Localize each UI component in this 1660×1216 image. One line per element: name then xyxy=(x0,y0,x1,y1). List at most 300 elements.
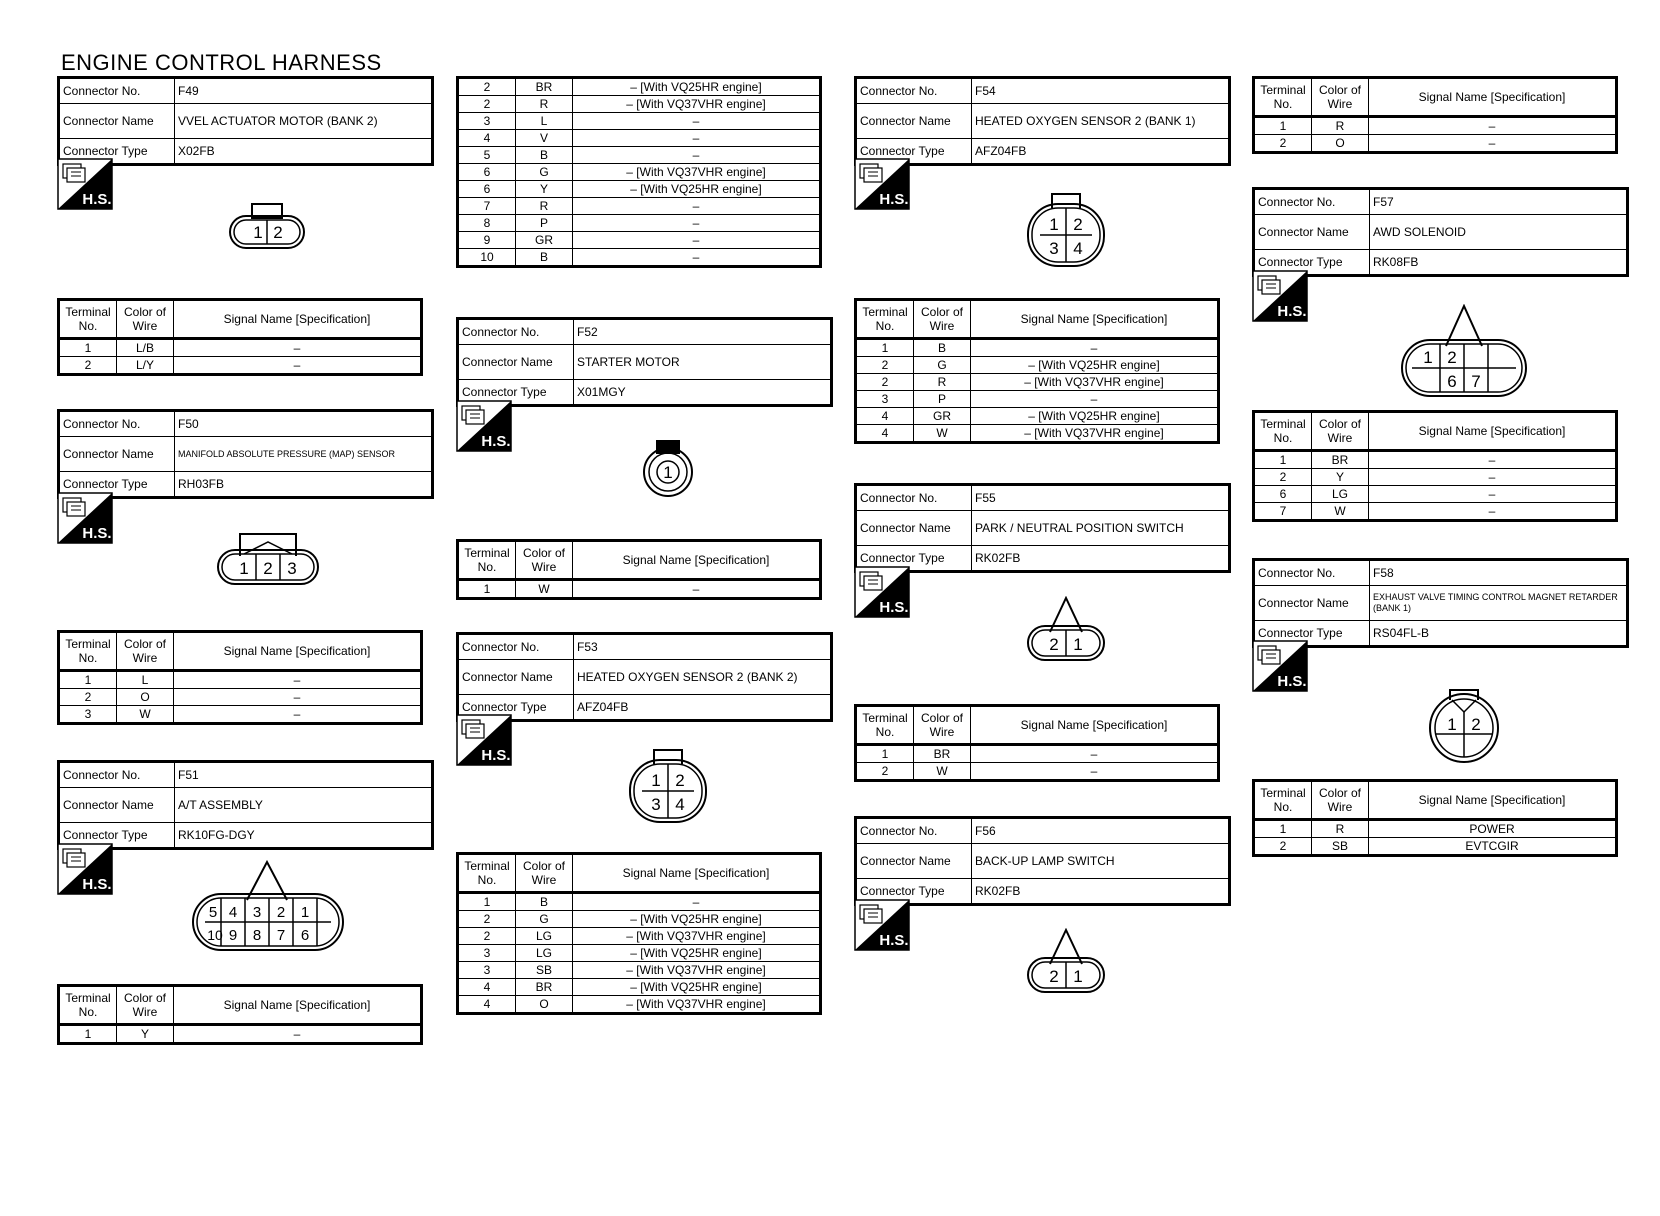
terminal-cell: 6 xyxy=(1254,486,1312,503)
f51-connector-no: F51 xyxy=(175,762,433,788)
wire-color-cell: LG xyxy=(516,928,573,945)
connector-type-label: Connector Type xyxy=(458,380,574,406)
connector-type-label: Connector Type xyxy=(59,139,175,165)
f57-signal-table xyxy=(1252,410,1618,522)
table-row xyxy=(458,945,821,962)
terminal-cell: 1 xyxy=(856,745,914,763)
connector-no-label: Connector No. xyxy=(458,634,574,660)
f54-connector-info xyxy=(854,76,1231,166)
hs-label: H.S. xyxy=(1277,673,1307,690)
hs-harness-side-icon xyxy=(57,843,113,895)
wire-color-cell: W xyxy=(516,580,573,599)
table-row xyxy=(458,962,821,979)
f52-connector-no: F52 xyxy=(574,319,832,345)
pin-label: 2 xyxy=(273,223,283,242)
signal-cell: – xyxy=(573,113,821,130)
hs-harness-side-icon xyxy=(854,566,910,618)
pin-label: 1 xyxy=(1447,715,1457,734)
signal-cell: – xyxy=(174,357,422,375)
table-row xyxy=(458,911,821,928)
terminal-cell: 2 xyxy=(59,357,117,375)
terminal-cell: 9 xyxy=(458,232,516,249)
wire-color-cell: Y xyxy=(1312,469,1369,486)
pin-label: 3 xyxy=(252,904,262,921)
wire-color-cell: B xyxy=(516,893,573,911)
wire-color-cell: R xyxy=(516,198,573,215)
pin-label: 1 xyxy=(300,904,310,921)
table-row xyxy=(59,357,422,375)
f55-signal-table xyxy=(854,704,1220,782)
wire-color-cell: GR xyxy=(516,232,573,249)
connector-name-label: Connector Name xyxy=(59,104,175,139)
table-row xyxy=(458,249,821,267)
terminal-cell: 5 xyxy=(458,147,516,164)
terminal-cell: 1 xyxy=(1254,117,1312,135)
f50-connector-info xyxy=(57,409,434,499)
f56-connector-type: RK02FB xyxy=(972,879,1230,905)
terminal-cell: 1 xyxy=(59,339,117,357)
terminal-cell: 2 xyxy=(856,374,914,391)
f58-connector-no: F58 xyxy=(1370,560,1628,586)
pin-label: 4 xyxy=(675,795,685,814)
f53-signal-table xyxy=(456,852,822,1015)
terminal-cell: 2 xyxy=(1254,838,1312,856)
pin-label: 6 xyxy=(1447,372,1457,391)
table-row xyxy=(458,928,821,945)
terminal-cell: 1 xyxy=(1254,451,1312,469)
connector-name-label: Connector Name xyxy=(856,844,972,879)
terminal-cell: 4 xyxy=(458,996,516,1014)
signal-cell: – xyxy=(174,671,422,689)
f55-connector-name: PARK / NEUTRAL POSITION SWITCH xyxy=(972,511,1230,546)
pin-label: 7 xyxy=(1471,372,1481,391)
f53-connector-type: AFZ04FB xyxy=(574,695,832,721)
pin-label: 1 xyxy=(253,223,263,242)
signal-cell: POWER xyxy=(1369,820,1617,838)
terminal-cell: 4 xyxy=(458,130,516,147)
wire-color-cell: R xyxy=(914,374,971,391)
signal-cell: – [With VQ37VHR engine] xyxy=(971,374,1219,391)
table-row xyxy=(458,996,821,1014)
signal-cell: – [With VQ37VHR engine] xyxy=(971,425,1219,443)
table-row xyxy=(458,130,821,147)
wire-color-cell: G xyxy=(516,164,573,181)
connector-type-label: Connector Type xyxy=(1254,621,1370,647)
table-row xyxy=(458,232,821,249)
connector-type-label: Connector Type xyxy=(59,823,175,849)
signal-cell: – xyxy=(1369,469,1617,486)
f57-connector-no: F57 xyxy=(1370,189,1628,215)
pin-label: 1 xyxy=(1073,635,1083,654)
signal-cell: – [With VQ25HR engine] xyxy=(573,181,821,198)
terminal-cell: 2 xyxy=(458,78,516,96)
pin-label: 2 xyxy=(1049,967,1059,986)
pin-label: 2 xyxy=(1447,348,1457,367)
f56-connector-no: F56 xyxy=(972,818,1230,844)
wire-color-cell: Y xyxy=(516,181,573,198)
connector-no-label: Connector No. xyxy=(856,78,972,104)
hs-label: H.S. xyxy=(1277,303,1307,320)
signal-cell: – [With VQ37VHR engine] xyxy=(573,996,821,1014)
terminal-cell: 3 xyxy=(458,945,516,962)
signal-cell: – xyxy=(174,706,422,724)
connector-type-label: Connector Type xyxy=(856,546,972,572)
color-of-wire-header: Color of Wire xyxy=(1312,781,1369,820)
color-of-wire-header: Color of Wire xyxy=(914,300,971,339)
f52-connector-name: STARTER MOTOR xyxy=(574,345,832,380)
terminal-cell: 2 xyxy=(1254,135,1312,153)
wire-color-cell: O xyxy=(1312,135,1369,153)
connector-type-label: Connector Type xyxy=(59,472,175,498)
f57-connector-name: AWD SOLENOID xyxy=(1370,215,1628,250)
terminal-cell: 4 xyxy=(856,425,914,443)
color-of-wire-header: Color of Wire xyxy=(117,300,174,339)
wire-color-cell: W xyxy=(1312,503,1369,521)
terminal-cell: 2 xyxy=(458,96,516,113)
table-row xyxy=(856,339,1219,357)
pin-label: 2 xyxy=(263,559,273,578)
signal-name-header: Signal Name [Specification] xyxy=(971,706,1219,745)
wire-color-cell: G xyxy=(516,911,573,928)
signal-cell: – xyxy=(971,763,1219,781)
signal-cell: – [With VQ37VHR engine] xyxy=(573,164,821,181)
hs-label: H.S. xyxy=(82,191,112,208)
table-row xyxy=(59,689,422,706)
wire-color-cell: B xyxy=(516,249,573,267)
f58-connector-face xyxy=(1422,688,1506,764)
wire-color-cell: P xyxy=(516,215,573,232)
table-row xyxy=(59,339,422,357)
signal-cell: – [With VQ25HR engine] xyxy=(971,408,1219,425)
wire-color-cell: GR xyxy=(914,408,971,425)
hs-label: H.S. xyxy=(481,747,511,764)
wire-color-cell: R xyxy=(1312,820,1369,838)
signal-cell: – [With VQ25HR engine] xyxy=(573,911,821,928)
signal-cell: – [With VQ25HR engine] xyxy=(573,979,821,996)
connector-name-label: Connector Name xyxy=(856,104,972,139)
pin-label: 3 xyxy=(287,559,297,578)
signal-name-header: Signal Name [Specification] xyxy=(573,541,821,580)
signal-cell: – xyxy=(971,745,1219,763)
connector-no-label: Connector No. xyxy=(1254,189,1370,215)
table-row xyxy=(856,357,1219,374)
f57-connector-face xyxy=(1400,304,1528,398)
f53-connector-no: F53 xyxy=(574,634,832,660)
page-title: ENGINE CONTROL HARNESS xyxy=(61,50,382,75)
color-of-wire-header: Color of Wire xyxy=(516,541,573,580)
wire-color-cell: BR xyxy=(516,979,573,996)
color-of-wire-header: Color of Wire xyxy=(914,706,971,745)
signal-cell: – [With VQ37VHR engine] xyxy=(573,928,821,945)
signal-name-header: Signal Name [Specification] xyxy=(174,632,422,671)
f49-connector-name: VVEL ACTUATOR MOTOR (BANK 2) xyxy=(175,104,433,139)
hs-harness-side-icon xyxy=(1252,270,1308,322)
connector-no-label: Connector No. xyxy=(458,319,574,345)
terminal-no-header: Terminal No. xyxy=(59,632,117,671)
wire-color-cell: SB xyxy=(516,962,573,979)
pin-label: 4 xyxy=(1073,239,1083,258)
f49-signal-table xyxy=(57,298,423,376)
wire-color-cell: G xyxy=(914,357,971,374)
f56-connector-face xyxy=(1026,928,1106,996)
f50-connector-name: MANIFOLD ABSOLUTE PRESSURE (MAP) SENSOR xyxy=(175,437,433,472)
hs-harness-side-icon xyxy=(1252,640,1308,692)
terminal-cell: 3 xyxy=(458,962,516,979)
signal-cell: – [With VQ25HR engine] xyxy=(573,945,821,962)
wire-color-cell: R xyxy=(1312,117,1369,135)
hs-harness-side-icon xyxy=(57,492,113,544)
terminal-cell: 7 xyxy=(458,198,516,215)
terminal-cell: 2 xyxy=(458,928,516,945)
wire-color-cell: P xyxy=(914,391,971,408)
signal-name-header: Signal Name [Specification] xyxy=(174,300,422,339)
color-of-wire-header: Color of Wire xyxy=(117,632,174,671)
connector-no-label: Connector No. xyxy=(59,411,175,437)
table-row xyxy=(1254,503,1617,521)
hs-harness-side-icon xyxy=(854,899,910,951)
pin-label: 1 xyxy=(1423,348,1433,367)
signal-cell: – xyxy=(573,580,821,599)
terminal-cell: 4 xyxy=(458,979,516,996)
signal-cell: – [With VQ37VHR engine] xyxy=(573,96,821,113)
connector-name-label: Connector Name xyxy=(59,788,175,823)
f53-connector-info xyxy=(456,632,833,722)
table-row xyxy=(59,1025,422,1044)
pin-label: 1 xyxy=(1073,967,1083,986)
wire-color-cell: BR xyxy=(1312,451,1369,469)
terminal-cell: 3 xyxy=(59,706,117,724)
terminal-cell: 1 xyxy=(1254,820,1312,838)
table-row xyxy=(458,580,821,599)
signal-cell: – xyxy=(573,232,821,249)
signal-cell: – xyxy=(1369,486,1617,503)
f51-connector-face xyxy=(191,858,347,954)
connector-no-label: Connector No. xyxy=(59,762,175,788)
signal-cell: – xyxy=(573,893,821,911)
hs-label: H.S. xyxy=(82,876,112,893)
terminal-no-header: Terminal No. xyxy=(59,986,117,1025)
terminal-cell: 8 xyxy=(458,215,516,232)
pin-label: 4 xyxy=(228,904,238,921)
table-row xyxy=(458,215,821,232)
pin-label: 10 xyxy=(207,927,223,943)
f49-connector-face xyxy=(228,200,308,254)
terminal-no-header: Terminal No. xyxy=(1254,78,1312,117)
pin-label: 2 xyxy=(675,771,685,790)
pin-label: 3 xyxy=(1049,239,1059,258)
wire-color-cell: SB xyxy=(1312,838,1369,856)
signal-name-header: Signal Name [Specification] xyxy=(1369,781,1617,820)
table-row xyxy=(856,374,1219,391)
f55-connector-info xyxy=(854,483,1231,573)
pin-label: 1 xyxy=(239,559,249,578)
table-row xyxy=(1254,451,1617,469)
terminal-cell: 2 xyxy=(856,763,914,781)
f49-connector-no: F49 xyxy=(175,78,433,104)
hs-label: H.S. xyxy=(481,433,511,450)
f56-connector-info xyxy=(854,816,1231,906)
terminal-no-header: Terminal No. xyxy=(458,854,516,893)
f51-connector-name: A/T ASSEMBLY xyxy=(175,788,433,823)
f54-connector-type: AFZ04FB xyxy=(972,139,1230,165)
f54-connector-name: HEATED OXYGEN SENSOR 2 (BANK 1) xyxy=(972,104,1230,139)
f50-connector-no: F50 xyxy=(175,411,433,437)
hs-label: H.S. xyxy=(82,525,112,542)
signal-name-header: Signal Name [Specification] xyxy=(573,854,821,893)
terminal-no-header: Terminal No. xyxy=(1254,781,1312,820)
color-of-wire-header: Color of Wire xyxy=(1312,412,1369,451)
table-row xyxy=(458,164,821,181)
terminal-cell: 3 xyxy=(458,113,516,130)
f58-connector-name: EXHAUST VALVE TIMING CONTROL MAGNET RETARDER (BANK 1) xyxy=(1370,586,1628,621)
wire-color-cell: L xyxy=(117,671,174,689)
table-row xyxy=(856,763,1219,781)
f53-connector-face xyxy=(628,746,708,824)
terminal-cell: 1 xyxy=(59,671,117,689)
table-row xyxy=(1254,838,1617,856)
signal-cell: – xyxy=(573,147,821,164)
connector-no-label: Connector No. xyxy=(1254,560,1370,586)
f50-signal-table xyxy=(57,630,423,725)
wire-color-cell: Y xyxy=(117,1025,174,1044)
connector-name-label: Connector Name xyxy=(1254,586,1370,621)
f51-connector-type: RK10FG-DGY xyxy=(175,823,433,849)
f53-connector-name: HEATED OXYGEN SENSOR 2 (BANK 2) xyxy=(574,660,832,695)
signal-cell: – xyxy=(1369,117,1617,135)
wire-color-cell: LG xyxy=(516,945,573,962)
f54-signal-table xyxy=(854,298,1220,444)
terminal-cell: 2 xyxy=(59,689,117,706)
connector-name-label: Connector Name xyxy=(856,511,972,546)
terminal-cell: 6 xyxy=(458,181,516,198)
table-row xyxy=(59,671,422,689)
signal-cell: – [With VQ25HR engine] xyxy=(573,78,821,96)
wire-color-cell: LG xyxy=(1312,486,1369,503)
table-row xyxy=(59,706,422,724)
terminal-no-header: Terminal No. xyxy=(59,300,117,339)
f58-connector-type: RS04FL-B xyxy=(1370,621,1628,647)
signal-cell: – xyxy=(573,130,821,147)
f55-connector-face xyxy=(1026,596,1106,664)
signal-cell: – xyxy=(971,339,1219,357)
f52-connector-type: X01MGY xyxy=(574,380,832,406)
terminal-cell: 10 xyxy=(458,249,516,267)
f54-connector-face xyxy=(1026,190,1106,268)
signal-cell: EVTCGIR xyxy=(1369,838,1617,856)
table-row xyxy=(458,181,821,198)
table-row xyxy=(1254,486,1617,503)
table-row xyxy=(856,425,1219,443)
table-row xyxy=(1254,469,1617,486)
connector-name-label: Connector Name xyxy=(458,660,574,695)
hs-label: H.S. xyxy=(879,191,909,208)
wire-color-cell: L xyxy=(516,113,573,130)
terminal-cell: 7 xyxy=(1254,503,1312,521)
table-row xyxy=(458,96,821,113)
connector-name-label: Connector Name xyxy=(59,437,175,472)
f55-connector-no: F55 xyxy=(972,485,1230,511)
wire-color-cell: BR xyxy=(516,78,573,96)
terminal-cell: 1 xyxy=(856,339,914,357)
terminal-cell: 1 xyxy=(59,1025,117,1044)
f56-signal-table xyxy=(1252,76,1618,154)
wire-color-cell: W xyxy=(914,763,971,781)
signal-cell: – xyxy=(971,391,1219,408)
pin-label: 1 xyxy=(651,771,661,790)
table-row xyxy=(458,893,821,911)
signal-cell: – [With VQ25HR engine] xyxy=(971,357,1219,374)
pin-label: 2 xyxy=(1073,215,1083,234)
wire-color-cell: L/Y xyxy=(117,357,174,375)
f50-connector-face xyxy=(216,528,322,590)
connector-type-label: Connector Type xyxy=(1254,250,1370,276)
pin-label: 5 xyxy=(208,904,218,921)
table-row xyxy=(1254,820,1617,838)
f56-connector-name: BACK-UP LAMP SWITCH xyxy=(972,844,1230,879)
table-row xyxy=(458,147,821,164)
terminal-cell: 2 xyxy=(1254,469,1312,486)
table-row xyxy=(1254,117,1617,135)
pin-label: 1 xyxy=(1049,215,1059,234)
terminal-cell: 3 xyxy=(856,391,914,408)
table-row xyxy=(458,78,821,96)
signal-name-header: Signal Name [Specification] xyxy=(174,986,422,1025)
connector-type-label: Connector Type xyxy=(856,879,972,905)
f58-connector-info xyxy=(1252,558,1629,648)
table-row xyxy=(856,391,1219,408)
pin-label: 7 xyxy=(276,927,286,944)
hs-harness-side-icon xyxy=(456,400,512,452)
wire-color-cell: O xyxy=(516,996,573,1014)
connector-no-label: Connector No. xyxy=(856,818,972,844)
f51-signal-table-part1 xyxy=(57,984,423,1045)
f58-signal-table xyxy=(1252,779,1618,857)
signal-cell: – xyxy=(1369,503,1617,521)
table-row xyxy=(856,745,1219,763)
wire-color-cell: R xyxy=(516,96,573,113)
pin-label: 3 xyxy=(651,795,661,814)
f51-connector-info xyxy=(57,760,434,850)
table-row xyxy=(856,408,1219,425)
f51-signal-table-part2 xyxy=(456,76,822,268)
signal-cell: – xyxy=(573,198,821,215)
signal-name-header: Signal Name [Specification] xyxy=(1369,78,1617,117)
pin-label: 6 xyxy=(300,927,310,944)
signal-cell: – xyxy=(174,339,422,357)
terminal-no-header: Terminal No. xyxy=(856,706,914,745)
pin-label: 8 xyxy=(252,927,262,944)
f52-signal-table xyxy=(456,539,822,600)
hs-harness-side-icon xyxy=(854,158,910,210)
table-row xyxy=(458,198,821,215)
signal-cell: – xyxy=(174,1025,422,1044)
hs-label: H.S. xyxy=(879,932,909,949)
wire-color-cell: B xyxy=(516,147,573,164)
signal-cell: – xyxy=(573,249,821,267)
pin-label: 1 xyxy=(663,463,673,482)
terminal-no-header: Terminal No. xyxy=(856,300,914,339)
f57-connector-type: RK08FB xyxy=(1370,250,1628,276)
hs-harness-side-icon xyxy=(456,714,512,766)
terminal-cell: 6 xyxy=(458,164,516,181)
table-row xyxy=(1254,135,1617,153)
f57-connector-info xyxy=(1252,187,1629,277)
wire-color-cell: W xyxy=(914,425,971,443)
wire-color-cell: L/B xyxy=(117,339,174,357)
table-row xyxy=(458,979,821,996)
pin-label: 2 xyxy=(1049,635,1059,654)
color-of-wire-header: Color of Wire xyxy=(117,986,174,1025)
